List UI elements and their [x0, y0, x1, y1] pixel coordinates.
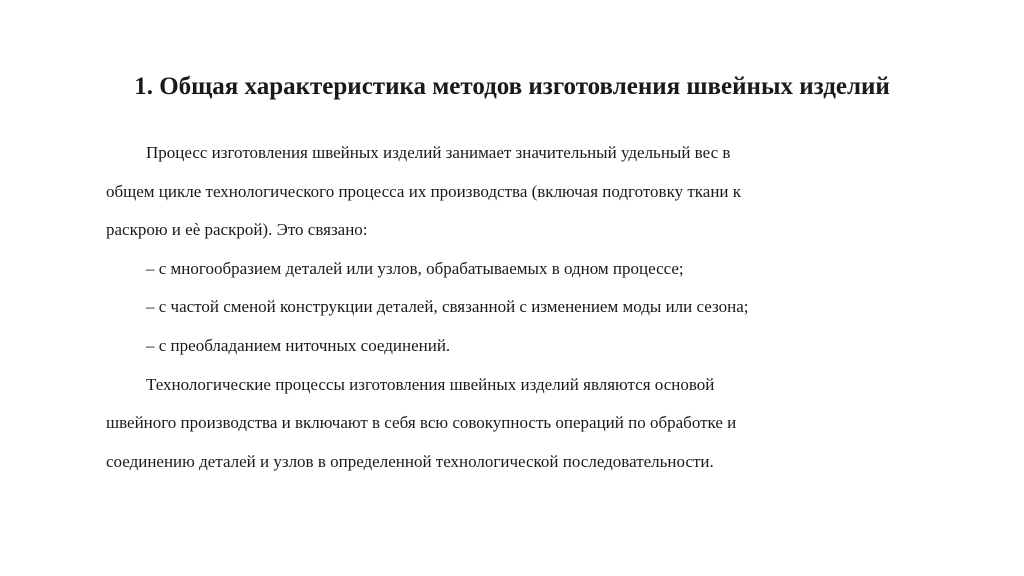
- paragraph-1-line-2: общем цикле технологического процесса их производства (включая подготовку ткани к: [106, 181, 742, 201]
- list-item-1: – с многообразием деталей или узлов, обрабатываемых в одном процессе;: [146, 258, 684, 278]
- paragraph-2-line-2: швейного производства и включают в себя всю совокупность операций по обработке и: [106, 413, 737, 433]
- list-item-2: – с частой сменой конструкции деталей, связанной с изменением моды или сезона;: [146, 297, 749, 317]
- paragraph-2-line-1: Технологические процессы изготовления швейных изделий являются основой: [146, 374, 715, 394]
- list-item-3: – с преобладанием ниточных соединений.: [146, 335, 451, 355]
- paragraph-1-line-1: Процесс изготовления швейных изделий занимает значительный удельный вес в: [146, 143, 731, 162]
- paragraph-1-line-3: раскрою и еѐ раскрой). Это связано:: [106, 220, 368, 240]
- slide-title: 1. Общая характеристика методов изготовления швейных изделий: [134, 73, 890, 100]
- paragraph-2-line-3: соединению деталей и узлов в определенной технологической последовательности.: [106, 451, 714, 471]
- slide-body: [106, 134, 926, 481]
